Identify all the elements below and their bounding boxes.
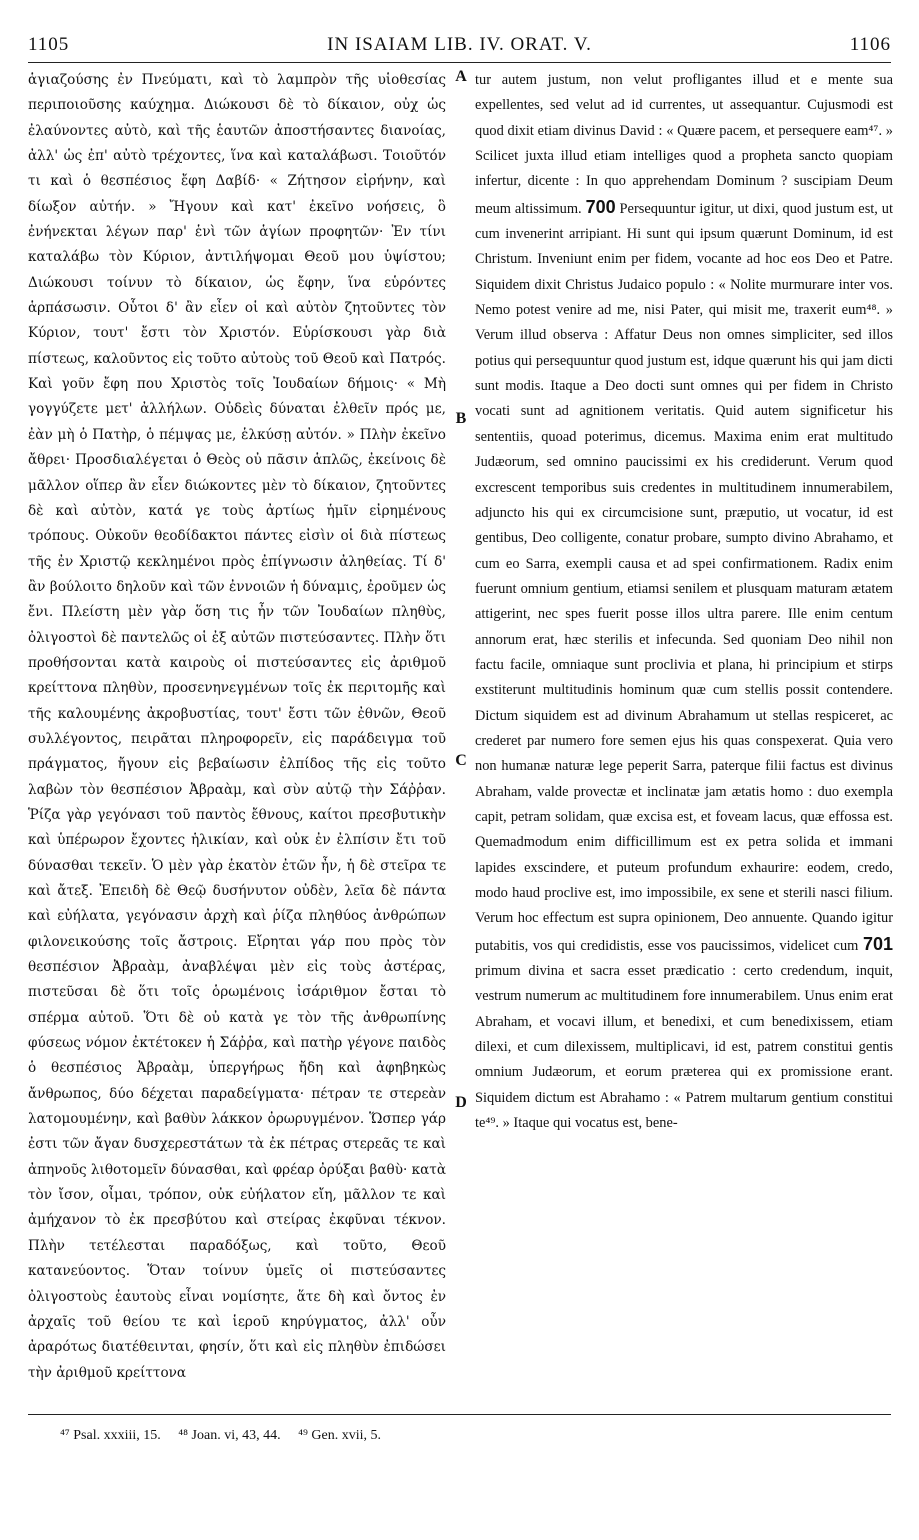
footnotes — [60, 1428, 395, 1444]
footnote-49: ⁴⁹ Gen. xvii, 5. — [298, 1428, 381, 1443]
footnote-48: ⁴⁸ Joan. vi, 43, 44. — [178, 1428, 281, 1443]
margin-letter-d: D — [455, 1094, 467, 1111]
latin-text-part-1: tur autem justum, non velut profligantes illud et e mente sua expellentes, sed velut ad id currentes, ut assequantur. Cujusmodi est quod dixit etiam divinus David : « Quære pacem, et persequere eam⁴⁷. » Scilicet juxta illud etiam intelliges quod a propheta sancto quopiam infertur, dicente : In quo apprehendam Dominum ? suscipiam Deum meum altissimum. — [475, 72, 893, 217]
page-marker-701: 701 — [862, 933, 893, 954]
page-marker-700: 700 — [585, 196, 616, 217]
page-number-left: 1105 — [28, 34, 70, 55]
page-number-right: 1106 — [849, 34, 891, 55]
margin-letter-c: C — [455, 752, 467, 769]
page-header — [28, 34, 891, 63]
greek-column — [28, 68, 446, 1386]
latin-column — [475, 68, 893, 1136]
running-title: IN ISAIAM LIB. IV. ORAT. V. — [327, 34, 592, 55]
footnote-47: ⁴⁷ Psal. xxxiii, 15. — [60, 1428, 161, 1443]
latin-text-part-3: primum divina et sacra esset prædicatio : certo credendum, inquit, vestrum numerum ac multitudinem fore innumerabilem. Unus enim erat Abraham, et vocavi illum, et benedixi, et cum benedixissem, etiam dilexi, et cum dilexissem, multiplicavi, id est, patrem constitui gentis omnium Judæorum, et eorum præterea qui ex promissione erant. Siquidem dictum est Abrahamo : « Patrem multarum gentium constitui te⁴⁹. » Itaque qui vocatus est, bene- — [475, 963, 893, 1132]
greek-paragraph: ἁγιαζούσης ἐν Πνεύματι, καὶ τὸ λαμπρὸν τῆς υἱοθεσίας περιποιοῦσης καύχημα. Διώκουσι δὲ τὸ δίκαιον, οὐχ ὡς ἐλαύνοντες αὐτὸ, καὶ τῆς ἑαυτῶν ἀποστήσαντες διανοίας, ἀλλ' ὡς ἐπ' αὐτὸ τρέχοντες, ἵνα καὶ καταλάβωσι. Τοιοῦτόν τι καὶ ὁ θεσπέσιος ἔφη Δαβίδ· « Ζήτησον εἰρήνην, καὶ δίωξον αὐτήν. » Ἤγουν καὶ κατ' ἐκεῖνο νοήσεις, ὃ ἐνήνεκται λέγων παρ' ἑνὶ τῶν ἁγίων προφητῶν· Ἐν τίνι καταλάβω τὸν Κύριον, ἀντιλήψομαι Θεοῦ μου ὑψίστου; Διώκουσι τοίνυν τὸ δίκαιον, ὡς ἔφην, ἵνα εὑρόντες ἁρπάσωσιν. Οὗτοι δ' ἂν εἶεν οἱ καὶ αὐτὸν ζητοῦντες τὸν Κύριον, τουτ' ἔστι τὸν Χριστόν. Εὑρίσκουσι γὰρ διὰ πίστεως, καλοῦντος εἰς τοῦτο αὐτοὺς τοῦ Θεοῦ καὶ Πατρός. Καὶ γοῦν ἔφη που Χριστὸς τοῖς Ἰουδαίων δήμοις· « Μὴ γογγύζετε μετ' ἀλλήλων. Οὐδεὶς δύναται ἐλθεῖν πρός με, ἐὰν μὴ ὁ Πατὴρ, ὁ πέμψας με, ἑλκύσῃ αὐτόν. » Πλὴν ἐκεῖνο ἄθρει· Προσδιαλέγεται ὁ Θεὸς οὐ πᾶσιν ἁπλῶς, ἐκείνοις δὲ μᾶλλον οἵπερ ἂν εἶεν διώκοντες μὲν τὸ δίκαιον, ζητοῦντες δὲ καὶ αὐτὸν, κατά γε τοὺς ἀρτίως ἡμῖν εἰρημένους τρόπους. Οὐκοῦν θεοδίδακτοι πάντες εἰσὶν οἱ διὰ πίστεως τῆς ἐν Χριστῷ κεκλημένοι πρὸς ἐπίγνωσιν ἀληθείας. Τί δ' ἂν βούλοιτο δηλοῦν καὶ τῶν ἐννοιῶν ἡ δύναμις, ἐροῦμεν ὡς ἔνι. Πλείστη μὲν γὰρ ὅση τις ἦν τῶν Ἰουδαίων πληθὺς, ὀλιγοστοὶ δὲ παντελῶς οἱ ἐξ αὐτῶν πιστεύσαντες. Πλὴν ὅτι προθήσονται κατὰ καιροὺς οἱ πιστεύσαντες εἰς ἀριθμοῦ κρείττονα πληθὺν, προσενηνεγμένων τοῖς ἐκ περιτομῆς καὶ τῆς καλουμένης ἀκροβυστίας, τουτ' ἔστι τῶν ἐθνῶν, Θεοῦ συλλέγοντος, πειρᾶται πληροφορεῖν, εἰς παράδειγμα τοῦ πράγματος, ἤγουν εἰς βεβαίωσιν ἐλπίδος τῆς εἰς τοῦτο λαβὼν τὸν θεσπέσιον Ἀβραὰμ, καὶ σὺν αὐτῷ τὴν Σάῤῥαν. Ῥίζα γὰρ γεγόνασι τοῦ παντὸς ἔθνους, καίτοι πρεσβυτικὴν καὶ ὑπέρωρον ἔχοντες ἡλικίαν, καὶ οὐκ ἐν ἐλπίσιν ἔτι τοῦ δύνασθαι τεκεῖν. Ὁ μὲν γὰρ ἑκατὸν ἐτῶν ἦν, ἡ δὲ στεῖρα τε καὶ ἄτεξ. Ἐπειδὴ δὲ Θεῷ δυσήνυτον οὐδὲν, λεῖα δὲ πάντα καὶ εὐήλατα, γεγόνασιν ἀρχὴ καὶ ῥίζα πληθύος ἀνθρώπων φιλονεικούσης τοῖς ἄστροις. Εἴρηται γάρ που πρὸς τὸν θεσπέσιον Ἀβραὰμ, ἀναβλέψαι μὲν εἰς τοὺς ἀστέρας, πιστεῦσαι δὲ ὅτι τοῖς ὁρωμένοις ἰσάριθμον ἔσται τὸ σπέρμα αὐτοῦ. Ὅτι δὲ οὐ κατὰ γε τὸν τῆς ἀνθρωπίνης φύσεως νόμον ἐκτέτοκεν ἡ Σάῤῥα, καὶ πατὴρ γέγονε παιδὸς ὁ θεσπέσιος Ἀβραὰμ, ὑπεργήρως ἤδη καὶ ἀφηβηκὼς ἄνθρωπος, δύο δέχεται παραδείγματα· πέτραν τε στερεὰν λατομουμένην, καὶ βαθὺν λάκκον ὀρωρυγμένον. Ὥσπερ γάρ ἐστι τῶν ἄγαν δυσχερεστάτων τὰ ἐκ πέτρας στερεᾶς τε καὶ ἀπηνοῦς λιθοτομεῖν δύνασθαι, καὶ φρέαρ ὀρύξαι βαθὺ· κατὰ τὸν ἴσον, οἶμαι, τρόπον, οὐκ εὐήλατον εἴη, μᾶλλον τε καὶ ἀμήχανον τὸ ἐκ πρεσβύτου καὶ στείρας ἐκφῦναι τέκνον. Πλὴν τετέλεσται παραδόξως, καὶ τοῦτο, Θεοῦ κατανεύοντος. Ὅταν τοίνυν ὑμεῖς οἱ πιστεύσαντες ὀλιγοστοὺς ἑαυτοὺς εἶναι νομίσητε, ἅτε δὴ καὶ ὄντος ἐν ἀρχαῖς τοῦ θείου τε καὶ ἱεροῦ κηρύγματος, ἀλλ' οὖν ἀραρότως διατέθεινται, φησίν, ὅτι καὶ εἰς πληθὺν ἐπιδώσει τὴν ἀριθμοῦ κρείττονα — [28, 72, 446, 1381]
latin-paragraph — [475, 68, 893, 1136]
margin-letter-b: B — [455, 410, 467, 427]
margin-letter-a: A — [455, 68, 467, 85]
footnote-divider — [28, 1414, 891, 1415]
latin-text-part-2: Persequuntur igitur, ut dixi, quod justum est, ut cum invenerint arripiant. Hi sunt qui ipsum quærunt Dominum, id est Christum. Inveniunt enim per fidem, vocante ad hoc eos Deo et Patre. Siquidem dixit Christus Judaico populo : « Nolite murmurare inter vos. Nemo potest venire ad me, nisi Pater, qui misit me, traxerit eum⁴⁸. » Verum illud observa : Affatur Deus non omnes simpliciter, sed illos potius qui persequuntur quod justum est, idque quærunt his qui jam dicti sunt modis. Itaque a Deo docti sunt omnes qui per fidem in Christo vocati sunt ad agnitionem veritatis. Quid autem significetur his sententiis, quoad poterimus, dicemus. Maxima enim erat multitudo Judæorum, sed omnino paucissimi ex his crediderunt. Verum quod excrescent temporibus suis credentes in multitudinem innumerabilem, adjuncto his qui ex circumcisione sunt, præputio, ut vocatur, id est gentibus, Deo colligente, conatur probare, sumpto divino Abrahamo, et cum eo Sarra, exempli causa et ad spei confirmationem. Radix enim fuerunt omnium gentium, etiamsi senilem et plusquam maturam ætatem attigerint, nec spes fuerit posse illos ultra parere. Ille enim centum annorum erat, hæc sterilis et infecunda. Sed quoniam Deo nihil non factu facile, omniaque sunt proclivia et plana, hi principium et stirps exstiterunt multitudinis hominum quæ cum stellis possit contendere. Dictum siquidem est ad divinum Abrahamum ut stellas respiceret, ac crederet par numero fore semen ejus his quas conspexerat. Quia vero non humanæ naturæ lege peperit Sarra, paterque filii factus est divinus Abraham, valde provectæ et inclinatæ jam ætatis homo : duo exempla capit, petram solidam, quæ excisa est, et foveam lacus, quæ effossa est. Quemadmodum enim difficillimum est ex petra solida et immani lapides exscindere, et puteum profundum exhaurire: eodem, credo, modo haud proclive est, imo impossibile, ex sene et sterili nasci filium. Verum hoc effectum est supra opinionem, Deo annuente. Quando igitur putabitis, vos qui credidistis, esse vos paucissimos, videlicet cum — [475, 200, 893, 954]
